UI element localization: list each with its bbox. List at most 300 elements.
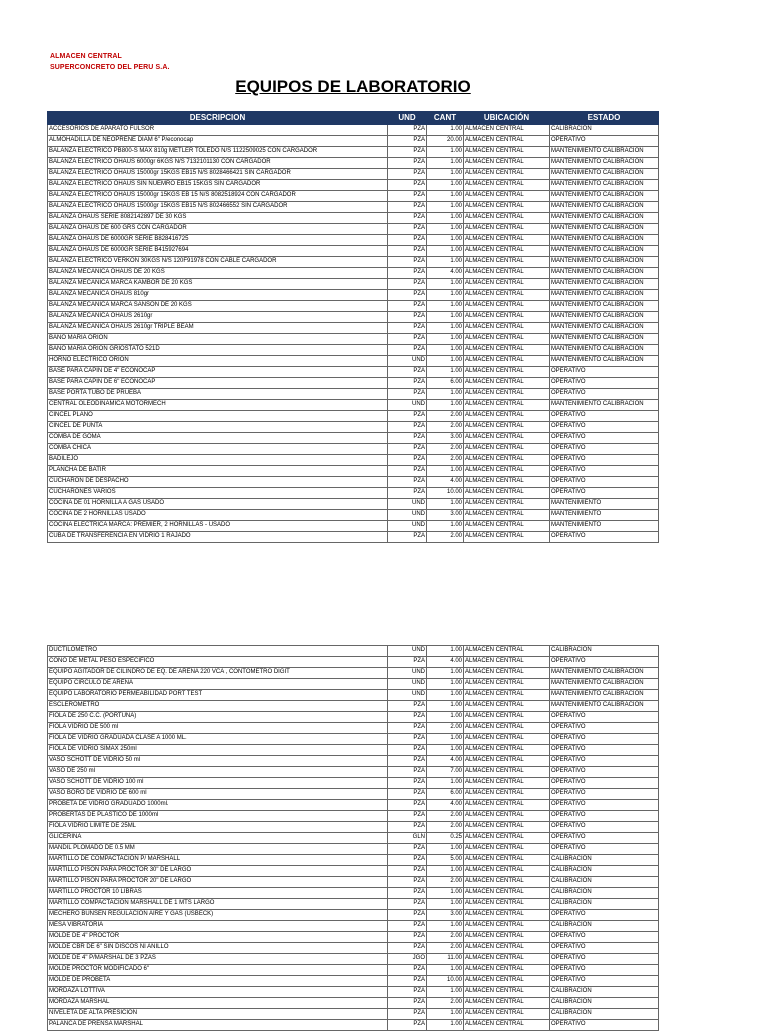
- cell-ubicacion: ALMACEN CENTRAL: [464, 312, 550, 323]
- cell-und: PZA: [388, 389, 427, 400]
- cell-und: PZA: [388, 125, 427, 136]
- table-row: [48, 411, 659, 422]
- cell-und: PZA: [388, 323, 427, 334]
- cell-cant: 1.00: [427, 734, 464, 745]
- cell-cant: 11.00: [427, 954, 464, 965]
- cell-estado: CALIBRACION: [550, 987, 659, 998]
- table-row: [48, 400, 659, 411]
- cell-descripcion: BASE PORTA TUBO DE PRUEBA: [48, 389, 388, 400]
- cell-descripcion: DUCTILOMETRO: [48, 646, 388, 657]
- cell-cant: 5.00: [427, 855, 464, 866]
- cell-und: PZA: [388, 921, 427, 932]
- cell-cant: 1.00: [427, 235, 464, 246]
- cell-und: PZA: [388, 756, 427, 767]
- table-row: [48, 657, 659, 668]
- cell-descripcion: BALANZA ELECTRICO VERKON 30KGS N/S 120F91978 CON CABLE CARGADOR: [48, 257, 388, 268]
- cell-cant: 7.00: [427, 767, 464, 778]
- cell-cant: 1.00: [427, 400, 464, 411]
- cell-und: PZA: [388, 532, 427, 543]
- cell-ubicacion: ALMACEN CENTRAL: [464, 690, 550, 701]
- cell-und: PZA: [388, 1009, 427, 1020]
- cell-estado: OPERATIVO: [550, 488, 659, 499]
- cell-descripcion: CINCEL DE PUNTA: [48, 422, 388, 433]
- cell-descripcion: VASO DE 250 ml: [48, 767, 388, 778]
- cell-und: PZA: [388, 701, 427, 712]
- cell-estado: OPERATIVO: [550, 422, 659, 433]
- cell-ubicacion: ALMACEN CENTRAL: [464, 965, 550, 976]
- cell-und: PZA: [388, 943, 427, 954]
- cell-estado: CALIBRACION: [550, 998, 659, 1009]
- cell-ubicacion: ALMACEN CENTRAL: [464, 877, 550, 888]
- table-row: [48, 301, 659, 312]
- cell-estado: OPERATIVO: [550, 734, 659, 745]
- cell-ubicacion: ALMACEN CENTRAL: [464, 334, 550, 345]
- cell-estado: OPERATIVO: [550, 833, 659, 844]
- cell-estado: MANTENIMIENTO CALIBRACION: [550, 345, 659, 356]
- cell-descripcion: MORDAZA LOTTIVA: [48, 987, 388, 998]
- cell-estado: CALIBRACION: [550, 866, 659, 877]
- cell-descripcion: BALANZA OHAUS DE 600 GRS CON CARGADOR: [48, 224, 388, 235]
- cell-und: PZA: [388, 910, 427, 921]
- cell-estado: OPERATIVO: [550, 745, 659, 756]
- equipment-table-2: [47, 645, 659, 1031]
- company-name: ALMACEN CENTRAL: [50, 53, 122, 60]
- cell-estado: OPERATIVO: [550, 433, 659, 444]
- table-row: [48, 789, 659, 800]
- cell-ubicacion: ALMACEN CENTRAL: [464, 855, 550, 866]
- cell-und: PZA: [388, 488, 427, 499]
- table-row: [48, 378, 659, 389]
- cell-ubicacion: ALMACEN CENTRAL: [464, 712, 550, 723]
- cell-cant: 6.00: [427, 378, 464, 389]
- table-row: [48, 169, 659, 180]
- cell-cant: 2.00: [427, 532, 464, 543]
- cell-cant: 3.00: [427, 910, 464, 921]
- cell-descripcion: CUBA DE TRANSFERENCIA EN VIDRIO 1 RAJADO: [48, 532, 388, 543]
- column-header-und: UND: [388, 112, 427, 125]
- cell-estado: MANTENIMIENTO CALIBRACION: [550, 679, 659, 690]
- table-row: [48, 690, 659, 701]
- cell-und: UND: [388, 510, 427, 521]
- cell-ubicacion: ALMACEN CENTRAL: [464, 257, 550, 268]
- cell-estado: OPERATIVO: [550, 723, 659, 734]
- cell-descripcion: BASE PARA CAPIN DE 6" ECONOCAP: [48, 378, 388, 389]
- cell-ubicacion: ALMACEN CENTRAL: [464, 921, 550, 932]
- table-row: [48, 756, 659, 767]
- table-row: [48, 767, 659, 778]
- cell-und: PZA: [388, 477, 427, 488]
- cell-descripcion: MARTILLO PROCTOR 10 LIBRAS: [48, 888, 388, 899]
- cell-und: PZA: [388, 466, 427, 477]
- cell-ubicacion: ALMACEN CENTRAL: [464, 389, 550, 400]
- cell-descripcion: CENTRAL OLEODINAMICA MOTORMECH: [48, 400, 388, 411]
- table-row: [48, 290, 659, 301]
- cell-descripcion: BALANZA ELECTRICO OHAUS 15000gr 15KGS EB15 N/S 802466552 SIN CARGADOR: [48, 202, 388, 213]
- table-row: [48, 811, 659, 822]
- cell-cant: 3.00: [427, 433, 464, 444]
- cell-descripcion: FIOLA VIDRIO DE 500 ml: [48, 723, 388, 734]
- table-row: [48, 125, 659, 136]
- cell-descripcion: BALANZA MECANICA OHAUS DE 20 KGS: [48, 268, 388, 279]
- column-header-cant: CANT: [427, 112, 464, 125]
- table-row: [48, 257, 659, 268]
- cell-ubicacion: ALMACEN CENTRAL: [464, 367, 550, 378]
- cell-cant: 4.00: [427, 800, 464, 811]
- cell-cant: 2.00: [427, 932, 464, 943]
- cell-cant: 10.00: [427, 976, 464, 987]
- cell-cant: 1.00: [427, 646, 464, 657]
- cell-ubicacion: ALMACEN CENTRAL: [464, 1020, 550, 1031]
- cell-estado: CALIBRACION: [550, 1009, 659, 1020]
- cell-estado: MANTENIMIENTO CALIBRACION: [550, 701, 659, 712]
- cell-ubicacion: ALMACEN CENTRAL: [464, 268, 550, 279]
- cell-estado: OPERATIVO: [550, 455, 659, 466]
- cell-ubicacion: ALMACEN CENTRAL: [464, 701, 550, 712]
- cell-ubicacion: ALMACEN CENTRAL: [464, 136, 550, 147]
- cell-estado: MANTENIMIENTO CALIBRACION: [550, 356, 659, 367]
- table-row: [48, 499, 659, 510]
- cell-cant: 1.00: [427, 965, 464, 976]
- table-row: [48, 477, 659, 488]
- cell-und: PZA: [388, 147, 427, 158]
- cell-ubicacion: ALMACEN CENTRAL: [464, 668, 550, 679]
- cell-ubicacion: ALMACEN CENTRAL: [464, 191, 550, 202]
- cell-ubicacion: ALMACEN CENTRAL: [464, 954, 550, 965]
- cell-und: PZA: [388, 422, 427, 433]
- cell-cant: 1.00: [427, 668, 464, 679]
- cell-ubicacion: ALMACEN CENTRAL: [464, 400, 550, 411]
- cell-descripcion: COMBA DE GOMA: [48, 433, 388, 444]
- table-row: [48, 822, 659, 833]
- cell-estado: OPERATIVO: [550, 789, 659, 800]
- cell-estado: OPERATIVO: [550, 756, 659, 767]
- cell-und: JGO: [388, 954, 427, 965]
- table-row: [48, 389, 659, 400]
- table-row: [48, 932, 659, 943]
- cell-descripcion: CUCHARONES VARIOS: [48, 488, 388, 499]
- cell-und: PZA: [388, 378, 427, 389]
- cell-ubicacion: ALMACEN CENTRAL: [464, 169, 550, 180]
- table-row: [48, 833, 659, 844]
- cell-estado: MANTENIMIENTO CALIBRACION: [550, 268, 659, 279]
- cell-ubicacion: ALMACEN CENTRAL: [464, 899, 550, 910]
- table-row: [48, 147, 659, 158]
- table-row: [48, 433, 659, 444]
- cell-und: PZA: [388, 191, 427, 202]
- cell-descripcion: BALANZA ELECTRICO OHAUS 6000gr 6KGS N/S 7132101130 CON CARGADOR: [48, 158, 388, 169]
- table-row: [48, 921, 659, 932]
- cell-descripcion: COCINA ELECTRICA MARCA: PREMIER, 2 HORNILLAS - USADO: [48, 521, 388, 532]
- cell-cant: 1.00: [427, 690, 464, 701]
- cell-cant: 1.00: [427, 180, 464, 191]
- table-row: [48, 866, 659, 877]
- table-row: [48, 1009, 659, 1020]
- cell-estado: CALIBRACION: [550, 646, 659, 657]
- cell-cant: 1.00: [427, 125, 464, 136]
- equipment-table-1: [47, 111, 659, 543]
- cell-ubicacion: ALMACEN CENTRAL: [464, 455, 550, 466]
- cell-und: PZA: [388, 844, 427, 855]
- cell-cant: 4.00: [427, 657, 464, 668]
- cell-cant: 1.00: [427, 246, 464, 257]
- cell-descripcion: EQUIPO LABORATORIO PERMEABILIDAD PORT TEST: [48, 690, 388, 701]
- cell-und: PZA: [388, 202, 427, 213]
- cell-und: PZA: [388, 180, 427, 191]
- cell-cant: 2.00: [427, 943, 464, 954]
- cell-und: UND: [388, 668, 427, 679]
- table-row: [48, 202, 659, 213]
- cell-cant: 2.00: [427, 422, 464, 433]
- cell-estado: MANTENIMIENTO CALIBRACION: [550, 224, 659, 235]
- table-body: [48, 125, 659, 543]
- cell-estado: OPERATIVO: [550, 954, 659, 965]
- cell-estado: OPERATIVO: [550, 932, 659, 943]
- cell-ubicacion: ALMACEN CENTRAL: [464, 800, 550, 811]
- cell-cant: 1.00: [427, 334, 464, 345]
- cell-ubicacion: ALMACEN CENTRAL: [464, 488, 550, 499]
- table-header-row: [48, 112, 659, 125]
- cell-und: PZA: [388, 866, 427, 877]
- cell-cant: 1.00: [427, 921, 464, 932]
- cell-descripcion: MORDAZA MARSHAL: [48, 998, 388, 1009]
- cell-cant: 2.00: [427, 723, 464, 734]
- cell-cant: 1.00: [427, 290, 464, 301]
- cell-und: PZA: [388, 800, 427, 811]
- cell-cant: 1.00: [427, 466, 464, 477]
- cell-descripcion: BALANZA ELECTRICO OHAUS 15000gr 15KGS EB 15 N/S 8082518924 CON CARGADOR: [48, 191, 388, 202]
- cell-descripcion: MECHERO BUNSEN REGULACION AIRE Y GAS (USBECK): [48, 910, 388, 921]
- cell-ubicacion: ALMACEN CENTRAL: [464, 422, 550, 433]
- cell-descripcion: MOLDE DE PROBETA: [48, 976, 388, 987]
- cell-ubicacion: ALMACEN CENTRAL: [464, 521, 550, 532]
- cell-cant: 1.00: [427, 888, 464, 899]
- cell-descripcion: MARTILLO PISON PARA PROCTOR 20" DE LARGO: [48, 877, 388, 888]
- cell-cant: 2.00: [427, 877, 464, 888]
- cell-cant: 1.00: [427, 301, 464, 312]
- cell-cant: 1.00: [427, 866, 464, 877]
- cell-ubicacion: ALMACEN CENTRAL: [464, 976, 550, 987]
- cell-descripcion: MOLDE CBR DE 6" SIN DISCOS NI ANILLO: [48, 943, 388, 954]
- table-row: [48, 778, 659, 789]
- cell-estado: MANTENIMIENTO CALIBRACION: [550, 668, 659, 679]
- cell-cant: 1.00: [427, 158, 464, 169]
- table-row: [48, 734, 659, 745]
- cell-estado: CALIBRACION: [550, 921, 659, 932]
- cell-descripcion: CINCEL PLANO: [48, 411, 388, 422]
- table-row: [48, 246, 659, 257]
- cell-descripcion: FIOLA DE 250 C.C. (PORTUNA): [48, 712, 388, 723]
- table-row: [48, 334, 659, 345]
- cell-und: PZA: [388, 899, 427, 910]
- cell-und: PZA: [388, 455, 427, 466]
- cell-estado: OPERATIVO: [550, 411, 659, 422]
- cell-ubicacion: ALMACEN CENTRAL: [464, 789, 550, 800]
- cell-cant: 1.00: [427, 899, 464, 910]
- cell-ubicacion: ALMACEN CENTRAL: [464, 822, 550, 833]
- cell-estado: MANTENIMIENTO CALIBRACION: [550, 323, 659, 334]
- cell-estado: MANTENIMIENTO CALIBRACION: [550, 334, 659, 345]
- cell-und: UND: [388, 400, 427, 411]
- cell-cant: 1.00: [427, 1009, 464, 1020]
- cell-und: UND: [388, 499, 427, 510]
- cell-ubicacion: ALMACEN CENTRAL: [464, 646, 550, 657]
- cell-und: PZA: [388, 279, 427, 290]
- cell-cant: 1.00: [427, 1020, 464, 1031]
- cell-ubicacion: ALMACEN CENTRAL: [464, 998, 550, 1009]
- table-row: [48, 723, 659, 734]
- cell-descripcion: CONO DE METAL PESO ESPECIFICO: [48, 657, 388, 668]
- cell-descripcion: CUCHARON DE DESPACHO: [48, 477, 388, 488]
- cell-descripcion: NIVELETA DE ALTA PRESICION: [48, 1009, 388, 1020]
- cell-ubicacion: ALMACEN CENTRAL: [464, 301, 550, 312]
- cell-cant: 6.00: [427, 789, 464, 800]
- cell-estado: CALIBRACION: [550, 888, 659, 899]
- cell-estado: CALIBRACION: [550, 899, 659, 910]
- table-row: [48, 422, 659, 433]
- cell-ubicacion: ALMACEN CENTRAL: [464, 510, 550, 521]
- cell-descripcion: FIOLA DE VIDRIO SIMAX 250ml: [48, 745, 388, 756]
- cell-und: PZA: [388, 224, 427, 235]
- cell-cant: 2.00: [427, 411, 464, 422]
- cell-cant: 1.00: [427, 844, 464, 855]
- cell-estado: OPERATIVO: [550, 943, 659, 954]
- cell-cant: 1.00: [427, 356, 464, 367]
- cell-descripcion: BAÑO MARIA ORION GRIOSTATO 521D: [48, 345, 388, 356]
- cell-cant: 1.00: [427, 499, 464, 510]
- cell-descripcion: BALANZA ELECTRICO OHAUS 15000gr 15KGS EB15 N/S 8028466421 SIN CARGADOR: [48, 169, 388, 180]
- cell-descripcion: ALMOHADILLA DE NEOPRENE DIAM 6" P/econocap: [48, 136, 388, 147]
- cell-ubicacion: ALMACEN CENTRAL: [464, 224, 550, 235]
- column-header-estado: ESTADO: [550, 112, 659, 125]
- cell-und: PZA: [388, 734, 427, 745]
- cell-estado: OPERATIVO: [550, 477, 659, 488]
- column-header-descripcion: DESCRIPCION: [48, 112, 388, 125]
- cell-cant: 1.00: [427, 745, 464, 756]
- cell-descripcion: VASO SCHOTT DE VIDRIO 100 ml: [48, 778, 388, 789]
- cell-cant: 0.25: [427, 833, 464, 844]
- table-row: [48, 191, 659, 202]
- cell-cant: 1.00: [427, 389, 464, 400]
- cell-estado: OPERATIVO: [550, 712, 659, 723]
- table-row: [48, 521, 659, 532]
- table-row: [48, 444, 659, 455]
- cell-cant: 1.00: [427, 169, 464, 180]
- cell-und: PZA: [388, 246, 427, 257]
- cell-ubicacion: ALMACEN CENTRAL: [464, 833, 550, 844]
- cell-und: PZA: [388, 932, 427, 943]
- cell-descripcion: ESCLEROMETRO: [48, 701, 388, 712]
- cell-cant: 1.00: [427, 701, 464, 712]
- cell-cant: 1.00: [427, 213, 464, 224]
- cell-und: PZA: [388, 136, 427, 147]
- cell-descripcion: BALANZA MECANICA MARCA KAMBOR DE 20 KGS: [48, 279, 388, 290]
- cell-ubicacion: ALMACEN CENTRAL: [464, 844, 550, 855]
- cell-descripcion: MARTILLO COMPACTACION MARSHALL DE 1 MTS LARGO: [48, 899, 388, 910]
- cell-und: PZA: [388, 822, 427, 833]
- cell-ubicacion: ALMACEN CENTRAL: [464, 180, 550, 191]
- cell-ubicacion: ALMACEN CENTRAL: [464, 411, 550, 422]
- cell-cant: 1.00: [427, 224, 464, 235]
- cell-und: PZA: [388, 767, 427, 778]
- table-row: [48, 532, 659, 543]
- cell-estado: OPERATIVO: [550, 1020, 659, 1031]
- cell-descripcion: PROBERTAS DE PLASTICO DE 1000ml: [48, 811, 388, 822]
- cell-cant: 3.00: [427, 510, 464, 521]
- cell-estado: OPERATIVO: [550, 532, 659, 543]
- cell-estado: OPERATIVO: [550, 466, 659, 477]
- cell-cant: 1.00: [427, 147, 464, 158]
- cell-und: PZA: [388, 712, 427, 723]
- page-title: EQUIPOS DE LABORATORIO: [235, 77, 471, 96]
- cell-descripcion: FIOLA DE VIDRIO GRADUADA CLASE A 1000 ML.: [48, 734, 388, 745]
- cell-und: PZA: [388, 301, 427, 312]
- cell-estado: OPERATIVO: [550, 976, 659, 987]
- cell-und: PZA: [388, 257, 427, 268]
- cell-descripcion: MARTILLO DE COMPACTACION P/ MARSHALL: [48, 855, 388, 866]
- table-row: [48, 1020, 659, 1031]
- cell-und: PZA: [388, 345, 427, 356]
- table-row: [48, 646, 659, 657]
- table-row: [48, 943, 659, 954]
- cell-ubicacion: ALMACEN CENTRAL: [464, 943, 550, 954]
- cell-und: PZA: [388, 312, 427, 323]
- cell-ubicacion: ALMACEN CENTRAL: [464, 756, 550, 767]
- cell-ubicacion: ALMACEN CENTRAL: [464, 356, 550, 367]
- table-row: [48, 455, 659, 466]
- cell-cant: 1.00: [427, 257, 464, 268]
- cell-ubicacion: ALMACEN CENTRAL: [464, 290, 550, 301]
- cell-descripcion: BADILEJO: [48, 455, 388, 466]
- table-row: [48, 965, 659, 976]
- cell-und: PZA: [388, 811, 427, 822]
- cell-descripcion: HORNO ELECTRICO ORION: [48, 356, 388, 367]
- cell-cant: 1.00: [427, 323, 464, 334]
- cell-ubicacion: ALMACEN CENTRAL: [464, 499, 550, 510]
- cell-estado: OPERATIVO: [550, 844, 659, 855]
- cell-descripcion: BALANZA ELECTRICO OHAUS SIN NUEMRO EB15 15KGS SIN CARGADOR: [48, 180, 388, 191]
- cell-descripcion: COMBA CHICA: [48, 444, 388, 455]
- cell-und: PZA: [388, 169, 427, 180]
- table-row: [48, 899, 659, 910]
- cell-ubicacion: ALMACEN CENTRAL: [464, 466, 550, 477]
- cell-ubicacion: ALMACEN CENTRAL: [464, 910, 550, 921]
- cell-ubicacion: ALMACEN CENTRAL: [464, 987, 550, 998]
- cell-descripcion: FIOLA VIDRIO LIMITE DE 25ML: [48, 822, 388, 833]
- table-row: [48, 910, 659, 921]
- cell-descripcion: MOLDE DE 4" P/MARSHAL DE 3 PZAS: [48, 954, 388, 965]
- cell-und: PZA: [388, 268, 427, 279]
- cell-cant: 1.00: [427, 679, 464, 690]
- table-body: [48, 646, 659, 1031]
- cell-ubicacion: ALMACEN CENTRAL: [464, 657, 550, 668]
- cell-cant: 1.00: [427, 521, 464, 532]
- cell-descripcion: BALANZA MECANICA MARCA SANSON DE 20 KGS: [48, 301, 388, 312]
- cell-cant: 1.00: [427, 191, 464, 202]
- cell-cant: 1.00: [427, 987, 464, 998]
- cell-cant: 2.00: [427, 811, 464, 822]
- cell-estado: MANTENIMIENTO CALIBRACION: [550, 213, 659, 224]
- table-row: [48, 679, 659, 690]
- table-row: [48, 510, 659, 521]
- cell-estado: OPERATIVO: [550, 367, 659, 378]
- table-row: [48, 987, 659, 998]
- table-row: [48, 954, 659, 965]
- table-row: [48, 312, 659, 323]
- cell-und: PZA: [388, 334, 427, 345]
- cell-ubicacion: ALMACEN CENTRAL: [464, 888, 550, 899]
- table-row: [48, 855, 659, 866]
- cell-und: PZA: [388, 444, 427, 455]
